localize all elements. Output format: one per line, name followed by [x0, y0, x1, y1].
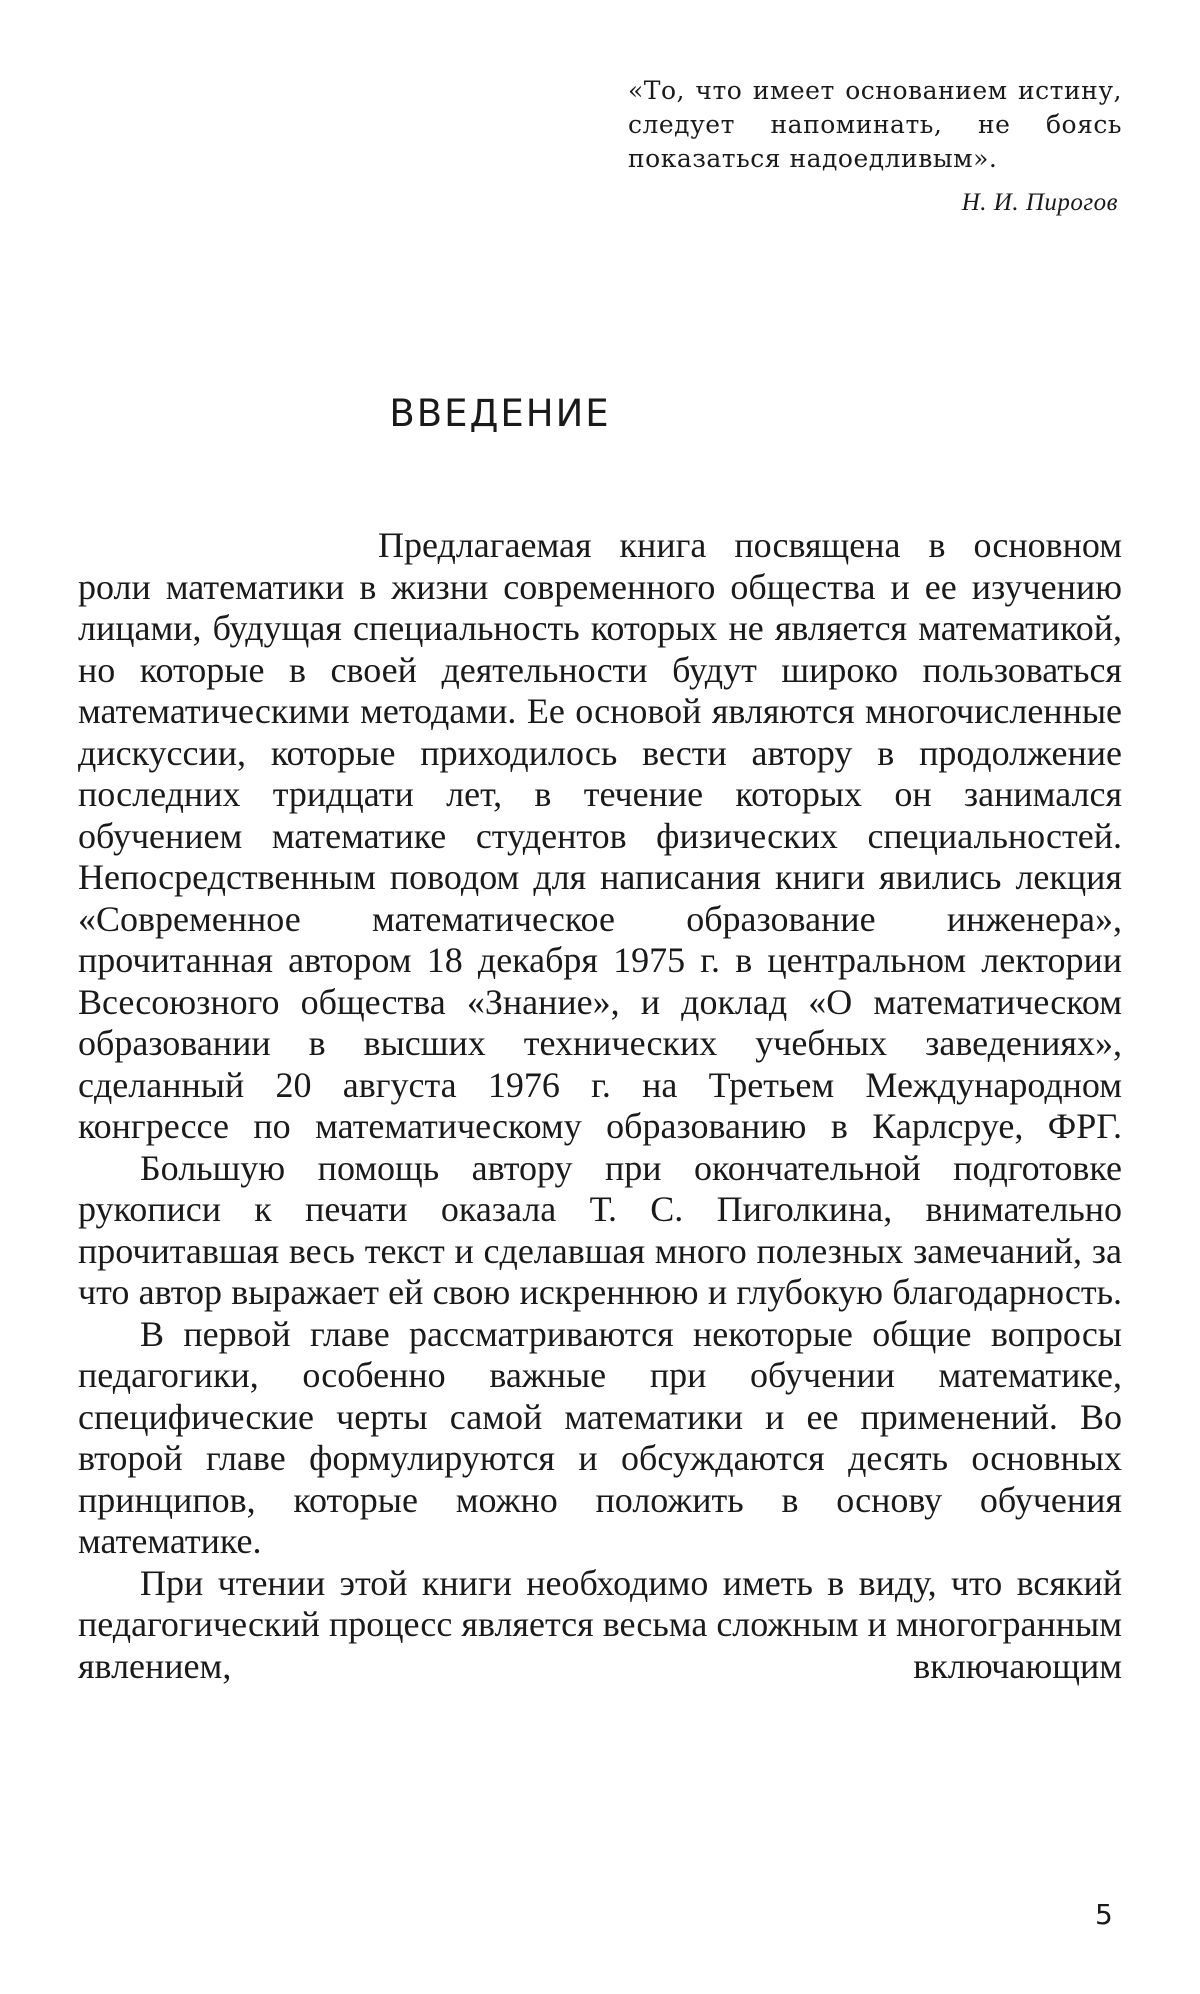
paragraph: Предлагаемая книга посвящена в основном роли математики в жизни современного общества и ее изучению лицами, будущая специальность которых не является математикой, но которые в своей деятельности будут широко пользоваться математическими методами. Ее основой являются многочисленные дискуссии, которые приходилось вести автору в продолжение последних тридцати лет, в течение которых он занимался обучением математике студентов физических специальностей. Непосредственным поводом для написания книги явились лекция «Современное математическое образование инженера», прочитанная автором 18 декабря 1975 г. в центральном лектории Всесоюзного общества «Знание», и доклад «О математическом образовании в высших технических учебных заведениях», сделанный 20 августа 1976 г. на Третьем Международном конгрессе по математическому образованию в Карлсруе, ФРГ. [78, 525, 1122, 1146]
body-text [78, 525, 1122, 1687]
epigraph-quote: «То, что имеет основанием истину, следует напоминать, не боясь показаться надоедливым». [628, 76, 1122, 173]
chapter-title: ВВЕДЕНИЕ [389, 392, 611, 435]
epigraph-author: Н. И. Пирогов [961, 189, 1118, 216]
epigraph [628, 74, 1122, 220]
paragraph: Большую помощь автору при окончательной подготовке рукописи к печати оказала Т. С. Пиголкина, внимательно прочитавшая весь текст и сделавшая много полезных замечаний, за что автор выражает ей свою искреннюю и глубокую благодарность. [78, 1147, 1122, 1312]
paragraph: В первой главе рассматриваются некоторые общие вопросы педагогики, особенно важные при обучении математике, специфические черты самой математики и ее применений. Во второй главе формулируются и обсуждаются десять основных принципов, которые можно положить в основу обучения математике. [78, 1313, 1122, 1561]
paragraph: При чтении этой книги необходимо иметь в виду, что всякий педагогический процесс является весьма сложным и многогранным явлением, включающим [78, 1562, 1122, 1686]
page-number: 5 [1095, 1898, 1113, 1931]
